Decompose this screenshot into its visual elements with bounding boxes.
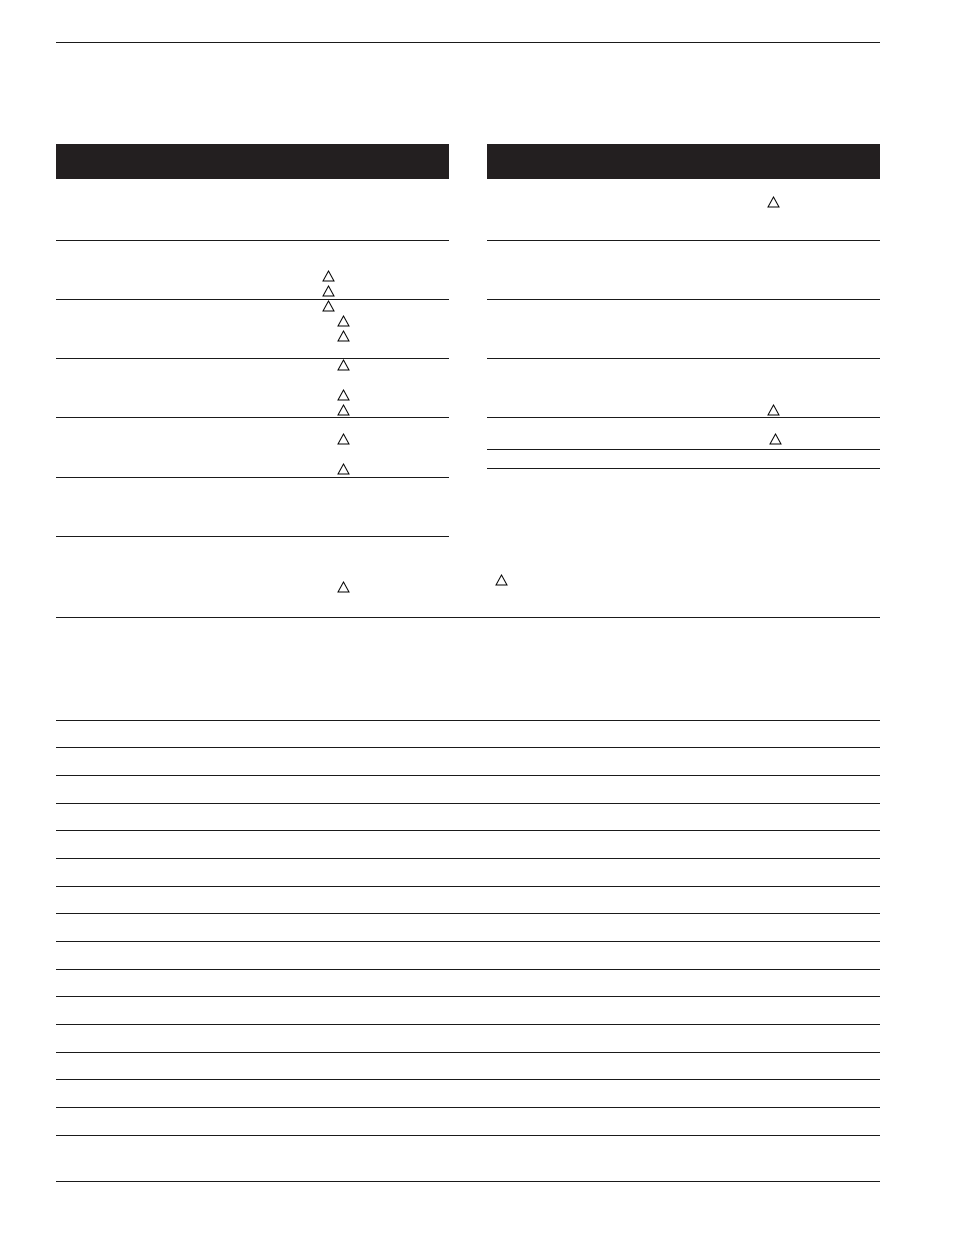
delta-triangle-icon: [322, 285, 335, 297]
delta-triangle-icon: [337, 404, 350, 416]
bottom-table-row-divider: [56, 1181, 880, 1182]
right-table-row-divider: [487, 240, 880, 241]
bottom-table-row-divider: [56, 941, 880, 942]
delta-triangle-icon: [337, 330, 350, 342]
bottom-table-row-divider: [56, 913, 880, 914]
bottom-table-row-divider: [56, 803, 880, 804]
left-table-row-divider: [56, 477, 449, 478]
bottom-table-row-divider: [56, 1052, 880, 1053]
bottom-table-row-divider: [56, 996, 880, 997]
right-table-header: [487, 144, 880, 179]
right-table-row-divider: [487, 468, 880, 469]
delta-triangle-icon: [337, 315, 350, 327]
delta-triangle-icon: [337, 359, 350, 371]
right-table-row-divider: [487, 358, 880, 359]
bottom-table-row-divider: [56, 747, 880, 748]
bottom-table-row-divider: [56, 775, 880, 776]
right-table-row-divider: [487, 417, 880, 418]
delta-triangle-icon: [337, 389, 350, 401]
right-table-row-divider: [487, 449, 880, 450]
left-table-row-divider: [56, 240, 449, 241]
bottom-table-row-divider: [56, 1079, 880, 1080]
bottom-table-row-divider: [56, 1135, 880, 1136]
bottom-table-row-divider: [56, 886, 880, 887]
bottom-table-row-divider: [56, 858, 880, 859]
left-table-row-divider: [56, 358, 449, 359]
right-table-row-divider: [487, 299, 880, 300]
delta-triangle-icon: [337, 581, 350, 593]
delta-triangle-icon: [337, 463, 350, 475]
bottom-table-row-divider: [56, 969, 880, 970]
bottom-table-row-divider: [56, 1024, 880, 1025]
delta-triangle-icon: [337, 433, 350, 445]
delta-triangle-icon: [322, 300, 335, 312]
bottom-table-row-divider: [56, 830, 880, 831]
left-table-row-divider: [56, 299, 449, 300]
top-rule: [56, 42, 880, 43]
delta-triangle-icon: [769, 433, 782, 445]
delta-triangle-icon: [767, 404, 780, 416]
bottom-table-row-divider: [56, 1107, 880, 1108]
delta-triangle-icon: [322, 270, 335, 282]
legend-delta-triangle-icon: [495, 574, 508, 586]
section-divider: [56, 617, 880, 618]
bottom-table-row-divider: [56, 720, 880, 721]
left-table-row-divider: [56, 536, 449, 537]
delta-triangle-icon: [767, 196, 780, 208]
left-table-row-divider: [56, 417, 449, 418]
left-table-header: [56, 144, 449, 179]
